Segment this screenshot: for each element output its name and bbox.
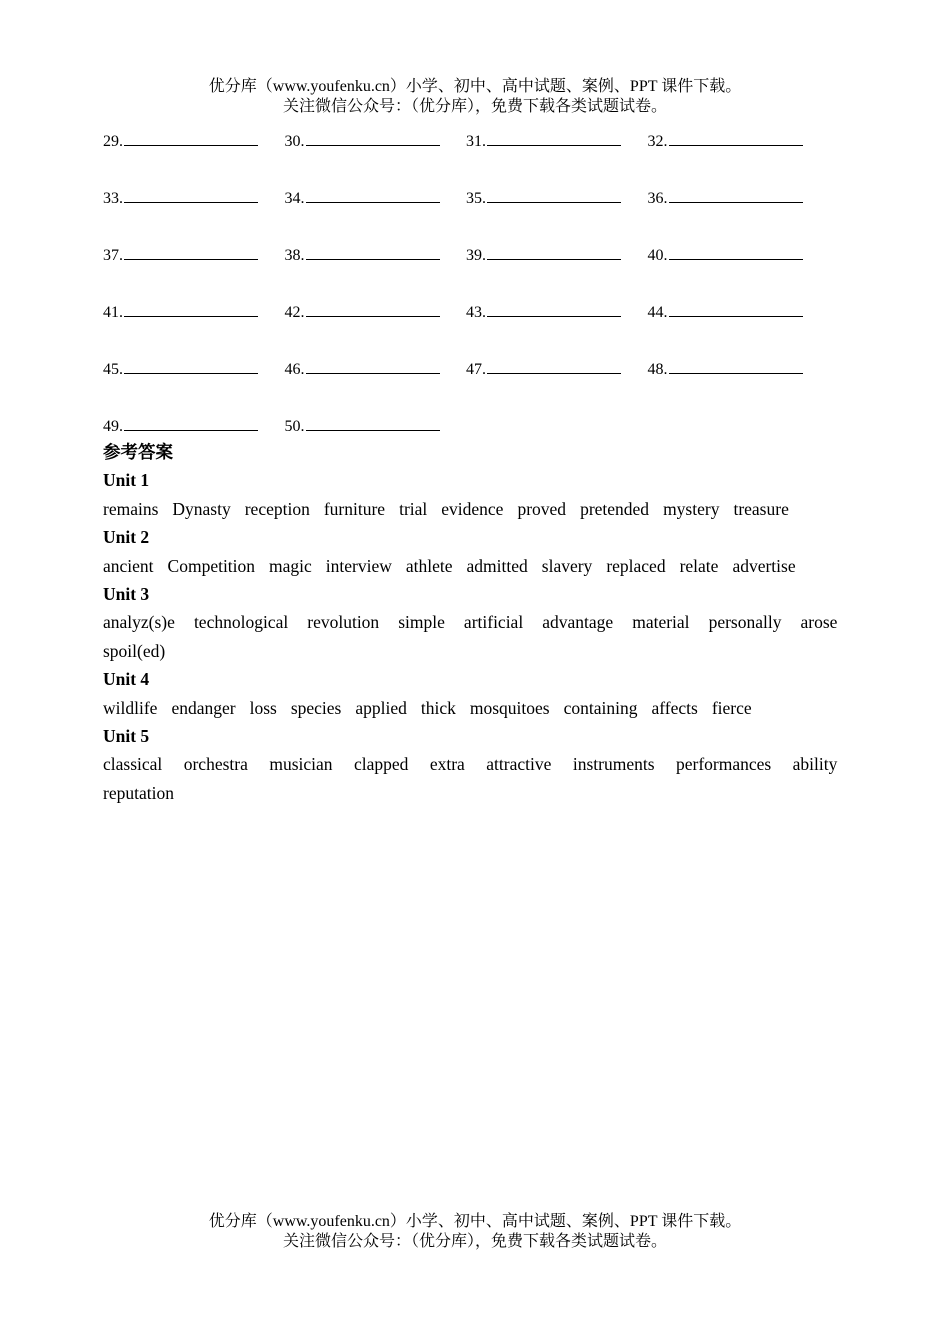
blank-item [466,127,648,155]
blank-item [285,355,467,383]
answer-blank-line[interactable] [487,298,621,317]
answer-blank-line[interactable] [669,241,803,260]
blank-number: 37. [103,247,123,264]
blank-number: 47. [466,361,486,378]
blank-number: 30. [284,133,305,150]
blank-item [103,355,285,383]
answer-word: classical [103,754,163,775]
answer-word: personally [708,612,782,633]
answer-word: mosquitoes [469,697,550,718]
answer-key-title: 参考答案 [103,442,173,462]
answer-word: technological [193,612,289,633]
answer-word: treasure [733,498,789,519]
page-footer [0,1212,950,1252]
unit-heading: Unit 1 [103,470,150,491]
answer-word: interview [325,555,392,576]
answer-blank-line[interactable] [669,298,803,317]
answer-word: Dynasty [172,498,231,519]
answer-word: simple [398,612,445,633]
answer-blank-line[interactable] [124,355,258,374]
answer-word: advertise [732,555,796,576]
answer-word: advantage [542,612,614,633]
blank-row [103,127,863,184]
blank-item [648,184,830,212]
blank-item [103,298,285,326]
answer-blank-line[interactable] [669,355,803,374]
blank-row [103,355,863,412]
answer-word: fierce [711,697,752,718]
answer-word: performances [675,754,772,775]
blank-number: 45. [103,361,123,378]
page-header [0,77,950,117]
unit-heading: Unit 2 [103,527,150,548]
answer-word: loss [249,697,277,718]
answer-word: mystery [663,498,720,519]
answer-blank-line[interactable] [306,127,440,146]
blank-item [103,412,285,440]
answer-blank-line[interactable] [487,241,621,260]
blank-row [103,241,863,298]
answer-blank-line[interactable] [124,127,258,146]
answer-word: instruments [572,754,655,775]
answer-word: containing [563,697,638,718]
answer-blank-line[interactable] [306,298,440,317]
blank-item [648,241,830,269]
footer-line-2: 关注微信公众号：（优分库），免费下载各类试题试卷。 [282,1233,667,1250]
answer-word: musician [269,754,333,775]
answer-word: furniture [323,498,386,519]
header-line-2: 关注微信公众号：（优分库），免费下载各类试题试卷。 [282,98,667,115]
blank-item [285,127,467,155]
blank-item [648,298,830,326]
blank-item [466,298,648,326]
answer-word: artificial [463,612,524,633]
unit-heading: Unit 5 [103,726,150,747]
answer-word: clapped [353,754,409,775]
blank-item [648,355,830,383]
answer-word: pretended [580,498,650,519]
answer-word: wildlife [103,697,158,718]
answer-word: remains [103,498,159,519]
blank-number: 41. [103,304,123,321]
unit-heading: Unit 3 [103,584,150,605]
blank-number: 38. [284,247,305,264]
blank-number: 34. [284,190,305,207]
answer-blank-line[interactable] [124,184,258,203]
answer-blank-line[interactable] [306,412,440,431]
blank-number: 42. [284,304,305,321]
blank-number: 29. [103,133,123,150]
answer-word: extra [429,754,465,775]
header-line-1: 优分库（www.youfenku.cn）小学、初中、高中试题、案例、PPT 课件下载。 [208,78,742,95]
blank-item [466,355,648,383]
answer-blank-line[interactable] [669,127,803,146]
answer-word: endanger [171,697,236,718]
blank-number: 48. [647,361,668,378]
answer-word: magic [269,555,312,576]
blank-number: 44. [647,304,668,321]
blank-number: 50. [284,418,305,435]
unit-answer-words [103,694,847,722]
blank-row [103,184,863,241]
answer-word: relate [679,555,719,576]
answer-blank-line[interactable] [124,241,258,260]
answer-word: arose [800,612,838,633]
answer-blank-line[interactable] [487,355,621,374]
answer-blanks-grid [103,127,863,469]
footer-line-1: 优分库（www.youfenku.cn）小学、初中、高中试题、案例、PPT 课件下载。 [208,1213,742,1230]
answer-word: applied [355,697,407,718]
blank-number: 46. [284,361,305,378]
answer-blank-line[interactable] [306,355,440,374]
answer-blank-line[interactable] [306,184,440,203]
answer-word: slavery [541,555,593,576]
answer-word: material [632,612,690,633]
blank-number: 43. [466,304,486,321]
answer-blank-line[interactable] [669,184,803,203]
answer-blank-line[interactable] [487,127,621,146]
blank-row [103,298,863,355]
blank-item [466,184,648,212]
answer-word: admitted [466,555,528,576]
answer-word: evidence [441,498,504,519]
blank-number: 31. [466,133,486,150]
answer-blank-line[interactable] [306,241,440,260]
blank-item [285,184,467,212]
unit-answer-words [103,495,847,523]
answer-word: analyz(s)e [103,612,175,633]
answer-word: spoil(ed) [103,640,166,661]
blank-number: 40. [647,247,668,264]
answer-word: affects [651,697,698,718]
blank-number: 35. [466,190,486,207]
answer-word: species [290,697,342,718]
answer-blank-line[interactable] [124,412,258,431]
answer-word: orchestra [183,754,248,775]
answer-word: replaced [606,555,666,576]
answer-word: ability [792,754,838,775]
blank-number: 36. [647,190,668,207]
blank-number: 33. [103,190,123,207]
answer-key-section [103,438,847,807]
answer-word: thick [420,697,456,718]
answer-word: trial [399,498,428,519]
unit-answer-words [103,552,847,580]
blank-number: 39. [466,247,486,264]
unit-answer-words [103,608,847,665]
answer-word: athlete [405,555,453,576]
unit-answer-words [103,750,847,807]
blank-item [103,241,285,269]
answer-blank-line[interactable] [124,298,258,317]
answer-word: attractive [486,754,552,775]
answer-word: revolution [307,612,380,633]
blank-item [648,127,830,155]
answer-word: reception [244,498,310,519]
blank-item [103,127,285,155]
answer-word: Competition [167,555,256,576]
answer-word: ancient [103,555,154,576]
blank-item [466,241,648,269]
answer-blank-line[interactable] [487,184,621,203]
blank-item [285,412,467,440]
answer-word: reputation [103,782,174,803]
blank-item [285,241,467,269]
blank-number: 32. [647,133,668,150]
blank-item [103,184,285,212]
blank-item [285,298,467,326]
unit-heading: Unit 4 [103,669,150,690]
answer-word: proved [517,498,567,519]
blank-number: 49. [103,418,123,435]
